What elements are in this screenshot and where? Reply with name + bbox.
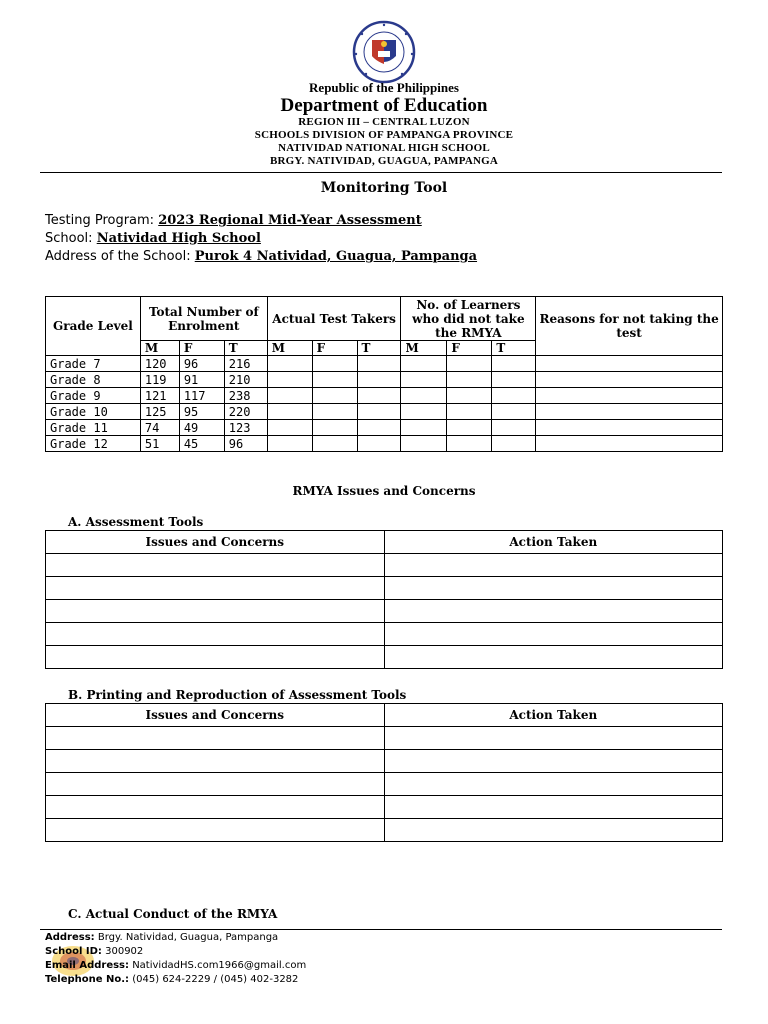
- empty-cell: [312, 356, 357, 372]
- table-row: [46, 420, 723, 436]
- school-label: School:: [45, 231, 93, 246]
- issue-cell: [46, 773, 385, 796]
- t-header: T: [357, 341, 401, 356]
- deped-seal-logo: [342, 20, 426, 84]
- empty-cell: [267, 372, 312, 388]
- action-cell: [384, 554, 722, 577]
- footer-address-value: Brgy. Natividad, Guagua, Pampanga: [97, 932, 279, 943]
- male-cell: 125: [140, 404, 179, 420]
- m-header: M: [140, 341, 179, 356]
- header-divider: [40, 172, 722, 173]
- action-cell: [384, 646, 722, 669]
- empty-cell: [267, 436, 312, 452]
- footer-email-value: NatividadHS.com1966@gmail.com: [132, 960, 307, 971]
- table-row: [46, 388, 723, 404]
- school-line: [45, 231, 261, 246]
- footer-divider: [40, 929, 722, 930]
- section-a-title: A. Assessment Tools: [68, 515, 204, 529]
- action-cell: [384, 577, 722, 600]
- reason-cell: [536, 356, 723, 372]
- total-cell: 216: [224, 356, 267, 372]
- empty-cell: [492, 356, 536, 372]
- grade-level-header: Grade Level: [46, 297, 141, 356]
- address-heading: BRGY. NATIVIDAD, GUAGUA, PAMPANGA: [269, 155, 499, 167]
- female-cell: 91: [179, 372, 224, 388]
- empty-cell: [267, 356, 312, 372]
- assessment-tools-table: [45, 530, 723, 669]
- footer-address-label: Address:: [45, 932, 95, 943]
- school-heading: NATIVIDAD NATIONAL HIGH SCHOOL: [278, 142, 490, 154]
- printing-reproduction-table: [45, 703, 723, 842]
- issue-cell: [46, 819, 385, 842]
- empty-cell: [312, 404, 357, 420]
- female-cell: 49: [179, 420, 224, 436]
- issues-concerns-title: RMYA Issues and Concerns: [292, 484, 476, 498]
- table-row: [46, 819, 723, 842]
- empty-cell: [447, 372, 492, 388]
- grade-cell: Grade 11: [46, 420, 141, 436]
- empty-cell: [401, 420, 447, 436]
- empty-cell: [401, 372, 447, 388]
- footer-email-label: Email Address:: [45, 960, 130, 971]
- empty-cell: [492, 404, 536, 420]
- female-cell: 45: [179, 436, 224, 452]
- footer-school-id: [45, 945, 306, 959]
- empty-cell: [447, 356, 492, 372]
- female-cell: 96: [179, 356, 224, 372]
- footer-phone-label: Telephone No.:: [45, 974, 130, 985]
- total-cell: 123: [224, 420, 267, 436]
- action-cell: [384, 623, 722, 646]
- empty-cell: [447, 420, 492, 436]
- grade-cell: Grade 9: [46, 388, 141, 404]
- testing-program-label: Testing Program:: [45, 213, 155, 228]
- empty-cell: [357, 388, 401, 404]
- male-cell: 51: [140, 436, 179, 452]
- empty-cell: [401, 436, 447, 452]
- total-cell: 96: [224, 436, 267, 452]
- empty-cell: [447, 404, 492, 420]
- school-value: Natividad High School: [96, 231, 261, 246]
- reason-cell: [536, 420, 723, 436]
- m-header: M: [401, 341, 447, 356]
- empty-cell: [267, 388, 312, 404]
- action-cell: [384, 600, 722, 623]
- male-cell: 74: [140, 420, 179, 436]
- empty-cell: [357, 372, 401, 388]
- department-heading: Department of Education: [280, 95, 488, 116]
- empty-cell: [447, 436, 492, 452]
- empty-cell: [357, 420, 401, 436]
- division-heading: SCHOOLS DIVISION OF PAMPANGA PROVINCE: [254, 129, 514, 141]
- empty-cell: [401, 404, 447, 420]
- issue-cell: [46, 554, 385, 577]
- empty-cell: [357, 356, 401, 372]
- m-header: M: [267, 341, 312, 356]
- not-taken-header: No. of Learners who did not take the RMYA: [401, 297, 536, 341]
- t-header: T: [492, 341, 536, 356]
- grade-cell: Grade 7: [46, 356, 141, 372]
- empty-cell: [312, 420, 357, 436]
- male-cell: 119: [140, 372, 179, 388]
- table-row: [46, 577, 723, 600]
- empty-cell: [312, 372, 357, 388]
- male-cell: 120: [140, 356, 179, 372]
- issue-cell: [46, 623, 385, 646]
- table-row: [46, 727, 723, 750]
- total-enrolment-header: Total Number of Enrolment: [140, 297, 267, 341]
- issue-cell: [46, 796, 385, 819]
- reason-cell: [536, 404, 723, 420]
- issues-header: Issues and Concerns: [46, 531, 385, 554]
- grade-cell: Grade 10: [46, 404, 141, 420]
- action-cell: [384, 796, 722, 819]
- table-row: [46, 436, 723, 452]
- footer-address: [45, 931, 306, 945]
- school-address-label: Address of the School:: [45, 249, 191, 264]
- total-cell: 238: [224, 388, 267, 404]
- enrolment-table: [45, 296, 723, 452]
- empty-cell: [492, 388, 536, 404]
- empty-cell: [312, 436, 357, 452]
- table-row: [46, 773, 723, 796]
- action-header: Action Taken: [384, 531, 722, 554]
- table-row: [46, 600, 723, 623]
- school-address-value: Purok 4 Natividad, Guagua, Pampanga: [194, 249, 478, 264]
- table-row: [46, 356, 723, 372]
- grade-cell: Grade 8: [46, 372, 141, 388]
- page-title: Monitoring Tool: [320, 180, 448, 196]
- footer-phone-value: (045) 624-2229 / (045) 402-3282: [132, 974, 299, 985]
- female-cell: 95: [179, 404, 224, 420]
- table-row: [46, 750, 723, 773]
- issue-cell: [46, 577, 385, 600]
- reason-cell: [536, 372, 723, 388]
- footer-school-id-value: 300902: [105, 946, 144, 957]
- testing-program-value: 2023 Regional Mid-Year Assessment: [158, 213, 422, 228]
- testing-program-line: [45, 213, 422, 228]
- issues-header: Issues and Concerns: [46, 704, 385, 727]
- empty-cell: [357, 404, 401, 420]
- grade-cell: Grade 12: [46, 436, 141, 452]
- action-header: Action Taken: [384, 704, 722, 727]
- footer: [45, 931, 306, 987]
- male-cell: 121: [140, 388, 179, 404]
- empty-cell: [401, 388, 447, 404]
- table-row: [46, 623, 723, 646]
- section-b-title: B. Printing and Reproduction of Assessment Tools: [68, 688, 407, 702]
- action-cell: [384, 727, 722, 750]
- action-cell: [384, 819, 722, 842]
- empty-cell: [357, 436, 401, 452]
- reasons-header: Reasons for not taking the test: [536, 297, 723, 356]
- f-header: F: [312, 341, 357, 356]
- table-row: [46, 554, 723, 577]
- total-cell: 210: [224, 372, 267, 388]
- reason-cell: [536, 388, 723, 404]
- empty-cell: [267, 404, 312, 420]
- empty-cell: [492, 420, 536, 436]
- f-header: F: [447, 341, 492, 356]
- table-row: [46, 646, 723, 669]
- issue-cell: [46, 750, 385, 773]
- empty-cell: [492, 436, 536, 452]
- footer-phone: [45, 973, 306, 987]
- action-cell: [384, 750, 722, 773]
- t-header: T: [224, 341, 267, 356]
- total-cell: 220: [224, 404, 267, 420]
- footer-email: [45, 959, 306, 973]
- empty-cell: [492, 372, 536, 388]
- table-row: [46, 796, 723, 819]
- table-row: [46, 372, 723, 388]
- empty-cell: [312, 388, 357, 404]
- issue-cell: [46, 727, 385, 750]
- issue-cell: [46, 646, 385, 669]
- empty-cell: [447, 388, 492, 404]
- issue-cell: [46, 600, 385, 623]
- table-row: [46, 404, 723, 420]
- republic-heading: Republic of the Philippines: [309, 80, 459, 95]
- f-header: F: [179, 341, 224, 356]
- empty-cell: [267, 420, 312, 436]
- region-heading: REGION III – CENTRAL LUZON: [298, 116, 470, 128]
- empty-cell: [401, 356, 447, 372]
- female-cell: 117: [179, 388, 224, 404]
- footer-school-id-label: School ID:: [45, 946, 102, 957]
- school-address-line: [45, 249, 477, 264]
- action-cell: [384, 773, 722, 796]
- section-c-title: C. Actual Conduct of the RMYA: [68, 907, 278, 921]
- reason-cell: [536, 436, 723, 452]
- actual-takers-header: Actual Test Takers: [267, 297, 401, 341]
